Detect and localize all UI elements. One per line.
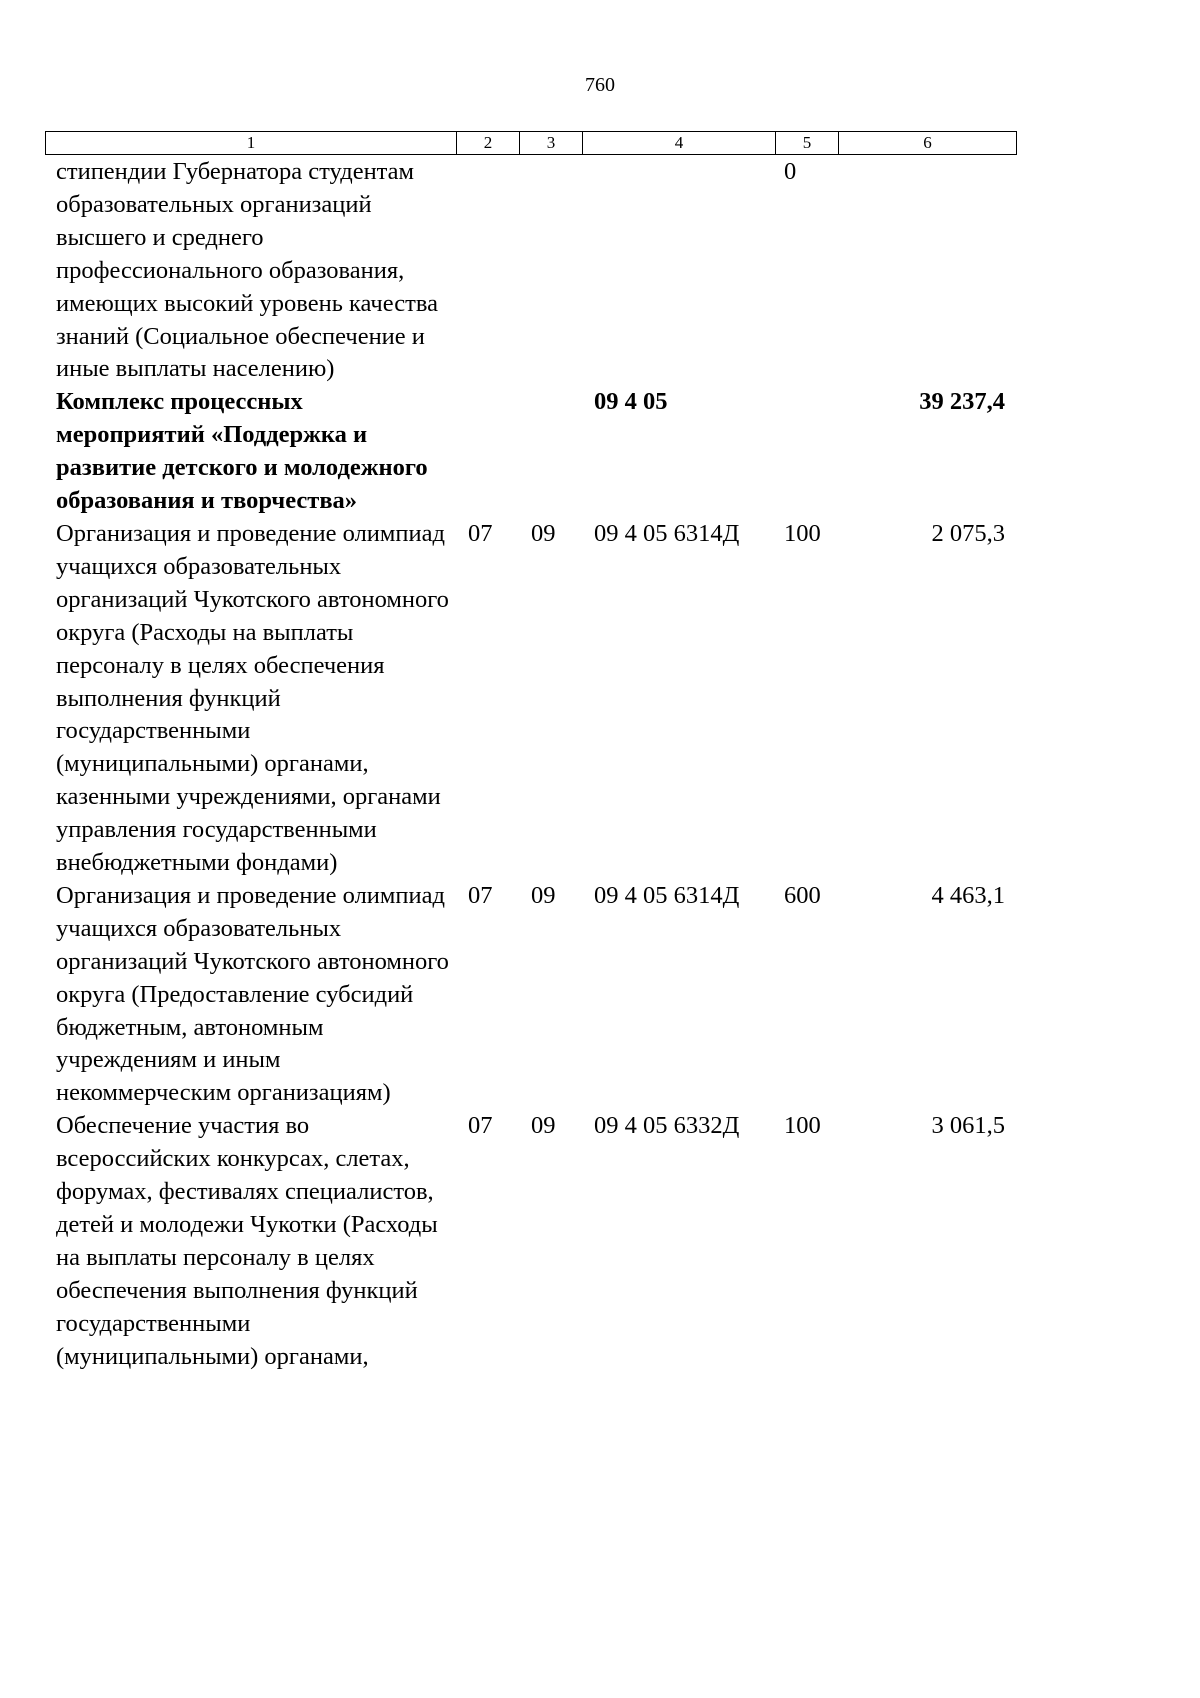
row-subsection-cell: 09 xyxy=(531,881,556,909)
column-number-header xyxy=(45,131,1017,155)
header-col-5: 5 xyxy=(776,132,839,155)
header-col-2: 2 xyxy=(457,132,520,155)
row-amount-cell xyxy=(838,156,1016,386)
table-body xyxy=(45,156,1016,1374)
row-section-cell: 07 xyxy=(468,519,493,547)
header-col-3: 3 xyxy=(520,132,583,155)
row-section-cell: 07 xyxy=(468,1112,493,1140)
row-amount-cell: 39 237,4 xyxy=(919,388,1005,416)
row-name-cell: стипендии Губернатора студентам образовательных организаций высшего и среднего профессионального образования, имеющих высокий уровень качества знаний (Социальное обеспечение и иные выплаты населению) xyxy=(56,158,438,383)
table-row xyxy=(45,1110,1016,1373)
header-col-1: 1 xyxy=(46,132,457,155)
row-target-cell xyxy=(582,156,775,386)
row-name-cell: Обеспечение участия во всероссийских конкурсах, слетах, форумах, фестивалях специалистов, детей и молодежи Чукотки (Расходы на выплаты персоналу в целях обеспечения выполнения функций государственными (муниципальными) органами, xyxy=(56,1112,438,1370)
table-row xyxy=(45,518,1016,880)
row-section-cell xyxy=(456,386,519,518)
row-section-cell xyxy=(456,156,519,386)
header-col-6: 6 xyxy=(839,132,1017,155)
row-amount-cell: 2 075,3 xyxy=(931,519,1005,547)
page-number: 760 xyxy=(585,74,615,96)
row-name-cell: Организация и проведение олимпиад учащихся образовательных организаций Чукотского автономного округа (Предоставление субсидий бюджетным, автономным учреждениям и иным некоммерческим организациям) xyxy=(56,881,449,1107)
row-amount-cell: 3 061,5 xyxy=(931,1112,1005,1140)
row-expense-type-cell: 600 xyxy=(784,881,821,909)
row-expense-type-cell: 100 xyxy=(784,1112,821,1140)
row-target-cell: 09 4 05 xyxy=(594,388,668,416)
row-subsection-cell: 09 xyxy=(531,1112,556,1140)
row-section-cell: 07 xyxy=(468,881,493,909)
table-row xyxy=(45,156,1016,386)
row-subsection-cell xyxy=(519,156,582,386)
header-row xyxy=(46,132,1017,155)
budget-table xyxy=(45,156,1016,1374)
row-target-cell: 09 4 05 6332Д xyxy=(594,1112,740,1140)
row-subsection-cell xyxy=(519,386,582,518)
row-name-cell: Комплекс процессных мероприятий «Поддержка и развитие детского и молодежного образования и творчества» xyxy=(56,388,428,515)
table-row-bold xyxy=(45,386,1016,518)
row-amount-cell: 4 463,1 xyxy=(931,881,1005,909)
row-target-cell: 09 4 05 6314Д xyxy=(594,881,740,909)
row-expense-type-cell: 0 xyxy=(784,158,797,185)
row-expense-type-cell: 100 xyxy=(784,519,821,547)
row-subsection-cell: 09 xyxy=(531,519,556,547)
row-name-cell: Организация и проведение олимпиад учащихся образовательных организаций Чукотского автономного округа (Расходы на выплаты персоналу в целях обеспечения выполнения функций государственными (муниципальными) органами, казенными учреждениями, органами управления государственными внебюджетными фондами) xyxy=(56,519,449,877)
row-expense-type-cell xyxy=(775,386,838,518)
table-row xyxy=(45,880,1016,1110)
header-col-4: 4 xyxy=(583,132,776,155)
row-target-cell: 09 4 05 6314Д xyxy=(594,519,740,547)
